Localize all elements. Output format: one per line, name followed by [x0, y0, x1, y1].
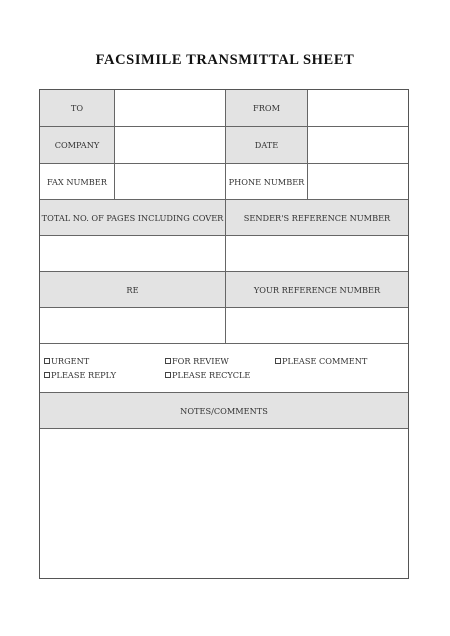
- urgent-checkbox[interactable]: [44, 356, 89, 366]
- from-field[interactable]: [307, 90, 408, 126]
- date-field[interactable]: [307, 126, 408, 163]
- to-label: TO: [40, 90, 114, 126]
- your-reference-label: YOUR REFERENCE NUMBER: [225, 271, 408, 307]
- phone-number-field[interactable]: [307, 163, 408, 199]
- checkbox-label: PLEASE RECYCLE: [172, 370, 251, 380]
- phone-number-label: PHONE NUMBER: [225, 163, 307, 199]
- notes-comments-label: NOTES/COMMENTS: [40, 392, 408, 428]
- for-review-checkbox[interactable]: [165, 356, 229, 366]
- fax-number-field[interactable]: [114, 163, 225, 199]
- date-label: DATE: [225, 126, 307, 163]
- checkbox-square-icon[interactable]: [165, 372, 171, 378]
- total-pages-field[interactable]: [40, 235, 225, 271]
- re-label: RE: [40, 271, 225, 307]
- to-field[interactable]: [114, 90, 225, 126]
- sender-reference-field[interactable]: [225, 235, 408, 271]
- please-comment-checkbox[interactable]: [275, 356, 367, 366]
- checkbox-label: PLEASE REPLY: [51, 370, 116, 380]
- sender-reference-label: SENDER'S REFERENCE NUMBER: [225, 199, 408, 235]
- total-pages-label: TOTAL NO. OF PAGES INCLUDING COVER: [40, 199, 225, 235]
- fax-number-label: FAX NUMBER: [40, 163, 114, 199]
- your-reference-field[interactable]: [225, 307, 408, 343]
- checkbox-square-icon[interactable]: [165, 358, 171, 364]
- company-field[interactable]: [114, 126, 225, 163]
- re-field[interactable]: [40, 307, 225, 343]
- checkbox-square-icon[interactable]: [44, 372, 50, 378]
- checkbox-group: [40, 343, 408, 392]
- checkbox-square-icon[interactable]: [275, 358, 281, 364]
- from-label: FROM: [225, 90, 307, 126]
- page-title: FACSIMILE TRANSMITTAL SHEET: [95, 52, 355, 68]
- notes-comments-field[interactable]: [40, 428, 408, 578]
- please-recycle-checkbox[interactable]: [165, 370, 250, 380]
- checkbox-label: URGENT: [51, 356, 90, 366]
- company-label: COMPANY: [40, 126, 114, 163]
- please-reply-checkbox[interactable]: [44, 370, 116, 380]
- checkbox-label: FOR REVIEW: [172, 356, 229, 366]
- checkbox-label: PLEASE COMMENT: [282, 356, 368, 366]
- fax-form: [39, 89, 409, 579]
- checkbox-square-icon[interactable]: [44, 358, 50, 364]
